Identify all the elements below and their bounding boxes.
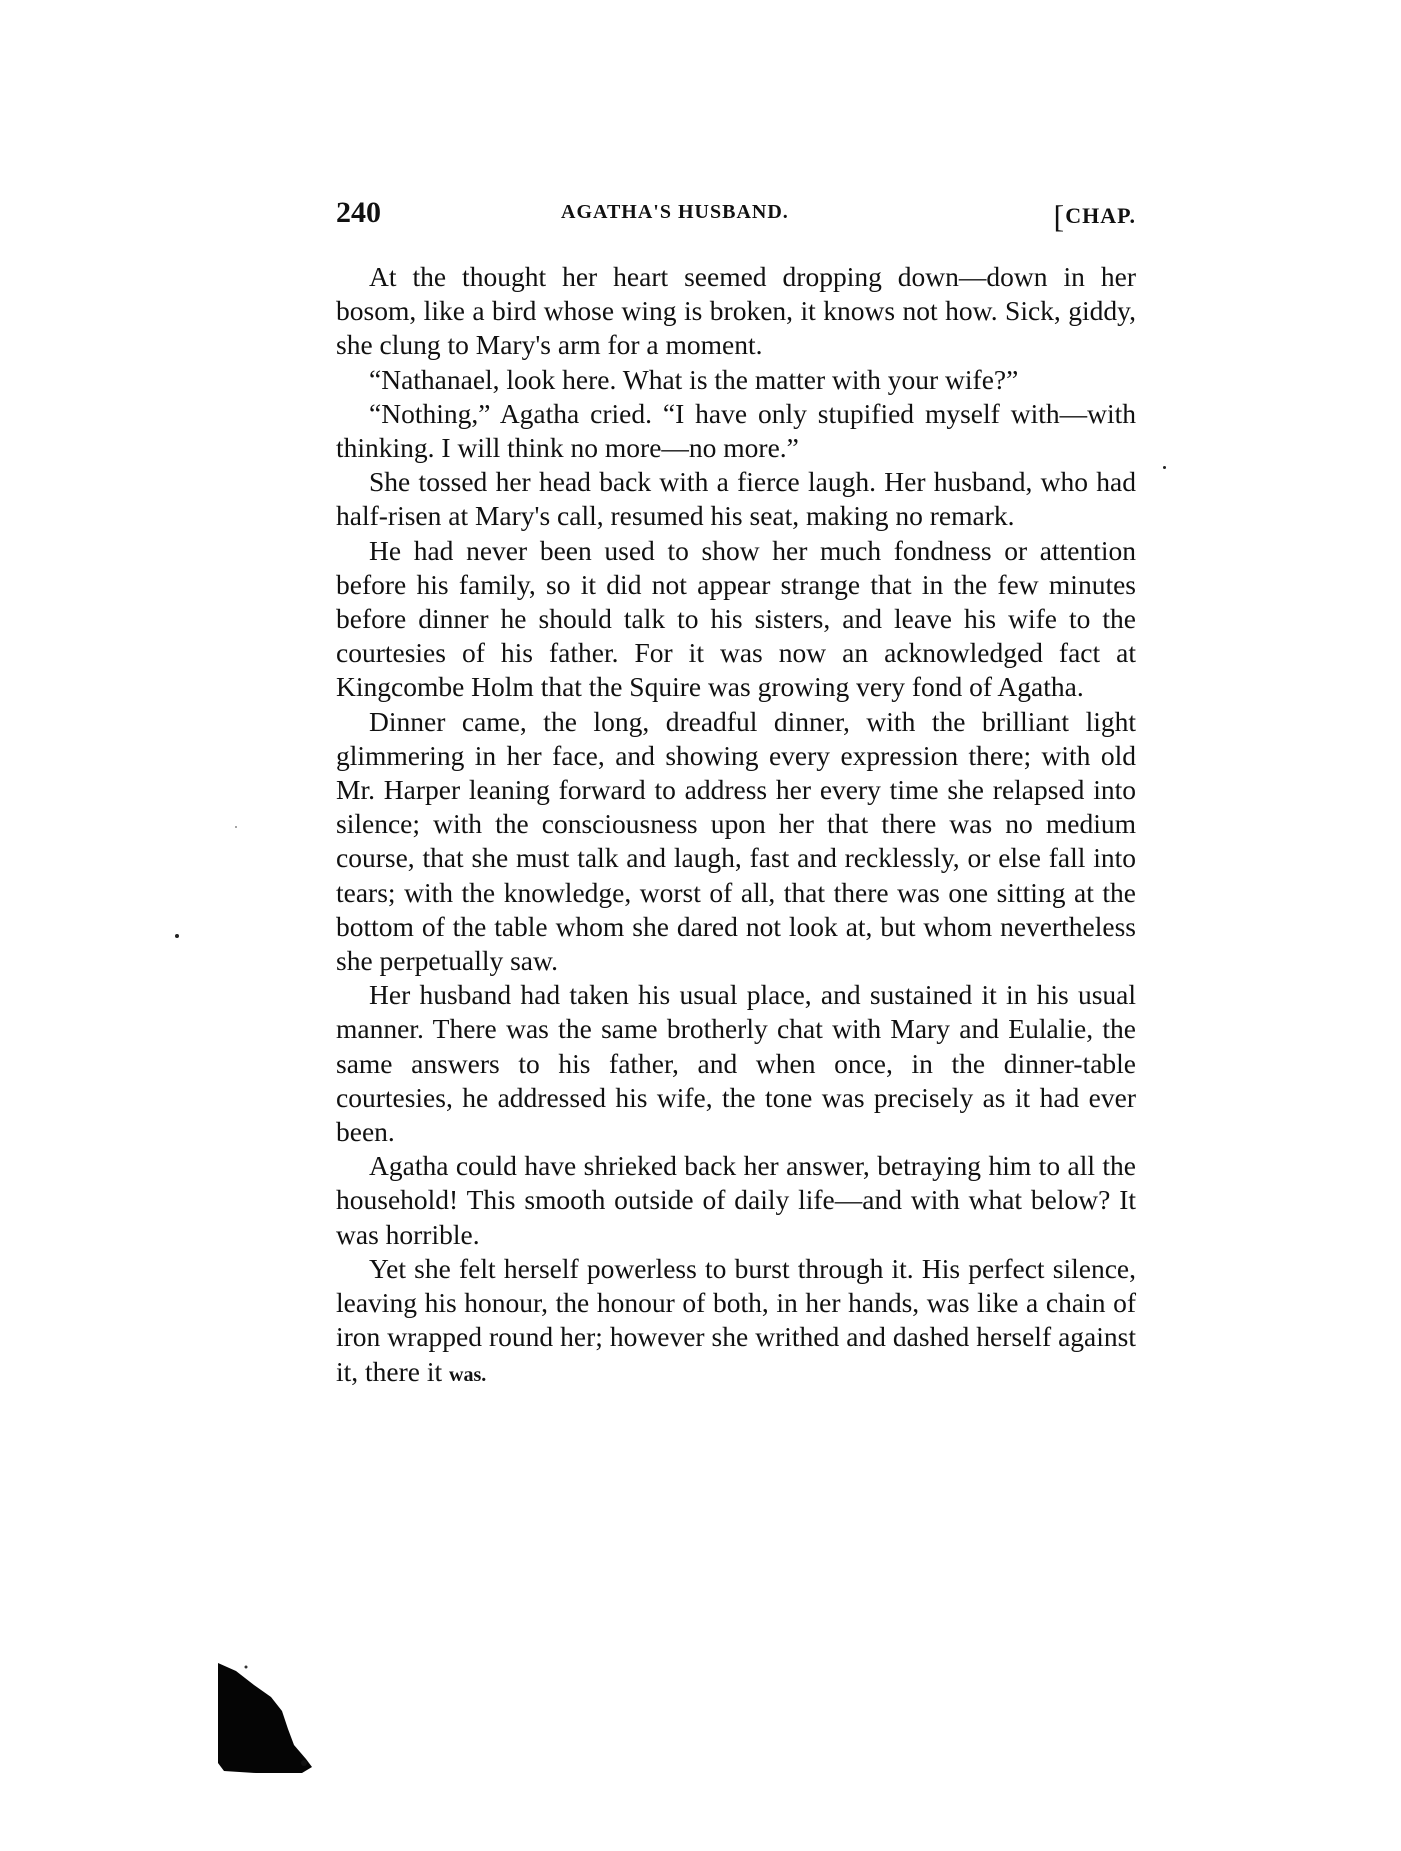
paragraph: He had never been used to show her much fondness or attention before his family, so it did not appear strange that in the few minutes before dinner he should talk to his sisters, and leave his wife to the courtesies of his father. For it was now an acknowledged fact at Kingcombe Holm that the Squire was growing very fond of Agatha. xyxy=(336,534,1136,703)
chapter-bracket: [ xyxy=(1053,198,1066,234)
paragraph: “Nathanael, look here. What is the matter with your wife?” xyxy=(369,363,1019,395)
paragraph-last-text: Yet she felt herself powerless to burst through it. His perfect silence, leaving his honour, the honour of both, in her hands, was like a chain of iron wrapped round her; however she writhed and dashed herself against it, there it xyxy=(336,1252,1136,1387)
page-speck xyxy=(235,826,237,828)
page-number: 240 xyxy=(336,196,381,229)
running-header xyxy=(336,196,1136,236)
running-title: AGATHA'S HUSBAND. xyxy=(561,201,789,223)
paragraph: She tossed her head back with a fierce laugh. Her husband, who had half-risen at Mary's call, resumed his seat, making no remark. xyxy=(336,466,1136,532)
paragraph: “Nothing,” Agatha cried. “I have only stupified myself with—with thinking. I will think no more—no more.” xyxy=(336,397,1136,464)
paragraph: Her husband had taken his usual place, and sustained it in his usual manner. There was the same brotherly chat with Mary and Eulalie, the same answers to his father, and when once, in the dinner-table courtesies, he addressed his wife, the tone was precisely as it had ever been. xyxy=(336,979,1136,1148)
page-speck xyxy=(1163,466,1166,469)
ink-smudge xyxy=(216,1663,316,1775)
chapter-mark xyxy=(1054,198,1136,235)
paragraph: Agatha could have shrieked back her answer, betraying him to all the household! This smooth outside of daily life—and with what below? It was horrible. xyxy=(336,1150,1136,1250)
page-speck xyxy=(175,934,179,938)
paragraph: Dinner came, the long, dreadful dinner, with the brilliant light glimmering in her face, and showing every expression there; with old Mr. Harper leaning forward to address her every time she relapsed into silence; with the consciousness upon her that there was no medium course, that she must talk and laugh, fast and recklessly, or else fall into tears; with the knowledge, worst of all, that there was one sitting at the bottom of the table whom she dared not look at, but whom nevertheless she perpetually saw. xyxy=(336,705,1136,977)
paragraph-last xyxy=(336,1252,1136,1392)
paragraph-last-tail: was. xyxy=(449,1363,487,1386)
chapter-label: CHAP. xyxy=(1065,203,1136,228)
paragraph: At the thought her heart seemed dropping down—down in her bosom, like a bird whose wing is broken, it knows not how. Sick, giddy, she clung to Mary's arm for a moment. xyxy=(336,261,1136,361)
body-text xyxy=(336,260,1136,1392)
